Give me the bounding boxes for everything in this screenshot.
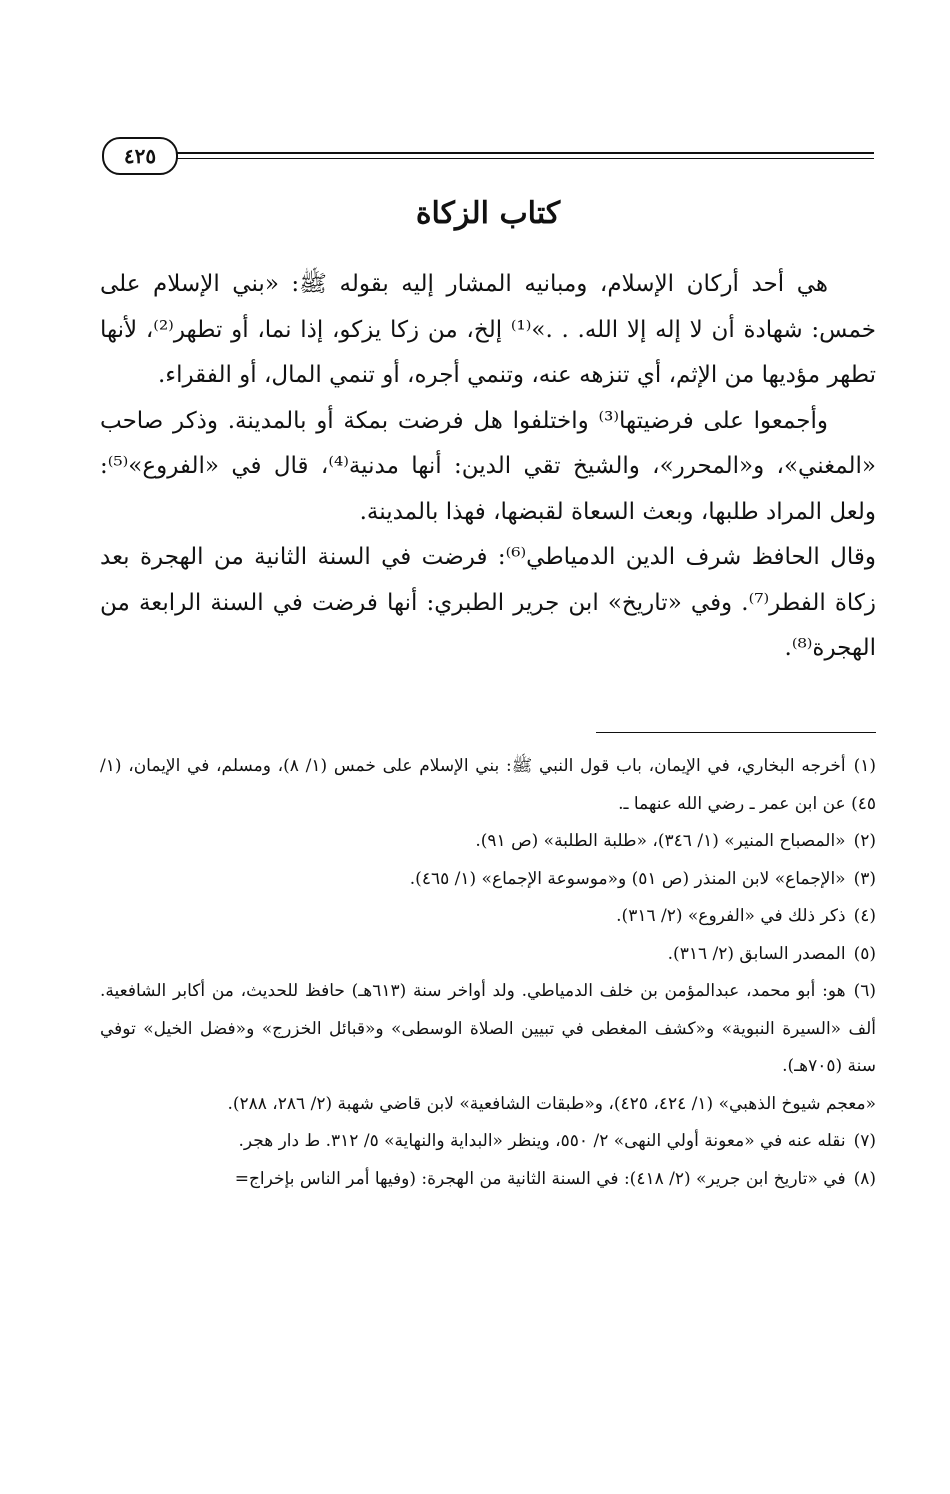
footnote-continuation xyxy=(100,1086,876,1124)
footnote-number: (٧) xyxy=(853,1131,876,1151)
footnote-text: «الإجماع» لابن المنذر (ص ٥١) و«موسوعة الإجماع» (١/ ٤٦٥). xyxy=(409,868,846,889)
footnote-number: (٢) xyxy=(853,831,876,851)
footnote xyxy=(100,1123,876,1161)
footnote xyxy=(100,861,876,899)
footnote-number: (٣) xyxy=(853,868,876,889)
footnote xyxy=(100,823,876,861)
page-number: ٤٢٥ xyxy=(102,137,178,175)
footnote-number: (١) xyxy=(853,756,876,776)
page-header xyxy=(102,133,874,183)
header-rule-thin xyxy=(174,158,874,159)
footnote xyxy=(100,1161,876,1199)
footnote-text: «المصباح المنير» (١/ ٣٤٦)، «طلبة الطلبة» (ص ٩١). xyxy=(475,831,846,851)
footnote xyxy=(100,748,876,823)
footnote-number: (٤) xyxy=(853,906,876,926)
chapter-title: كتاب الزكاة xyxy=(415,196,561,231)
footnote-text: هو: أبو محمد، عبدالمؤمن بن خلف الدمياطي. ولد أواخر سنة (٦١٣هـ) حافظ للحديث، من أكابر الشافعية. ألف «السيرة النبوية» و«كشف المغطى في تبيين الصلاة الوسطى» و«قبائل الخزرج» و«فضل الخيل» توفي سنة (٧٠٥هـ). xyxy=(100,981,876,1076)
main-text xyxy=(100,262,876,672)
footnote-text: أخرجه البخاري، في الإيمان، باب قول النبي ﷺ: بني الإسلام على خمس (١/ ٨)، ومسلم، في الإيمان، (١/ ٤٥) عن ابن عمر ـ رضي الله عنهما ـ. xyxy=(100,756,876,814)
footnote-text: نقله عنه في «معونة أولي النهى» ٢/ ٥٥٠، وينظر «البداية والنهاية» ٥/ ٣١٢. ط دار هجر. xyxy=(238,1131,846,1151)
footnote-text: «معجم شيوخ الذهبي» (١/ ٤٢٤، ٤٢٥)، و«طبقات الشافعية» لابن قاضي شهبة (٢/ ٢٨٦، ٢٨٨). xyxy=(227,1093,876,1114)
footnote-number: (٦) xyxy=(853,981,876,1001)
footnote xyxy=(100,936,876,974)
footnote-text: في «تاريخ ابن جرير» (٢/ ٤١٨): في السنة الثانية من الهجرة: (وفيها أمر الناس بإخراج= xyxy=(234,1168,846,1189)
footnote-separator xyxy=(596,732,876,733)
footnotes xyxy=(100,748,876,1198)
footnote xyxy=(100,973,876,1086)
paragraph-2: وأجمعوا على فرضيتها⁽³⁾ واختلفوا هل فرضت بمكة أو بالمدينة. وذكر صاحب «المغني»، و«المحرر»، والشيخ تقي الدين: أنها مدنية⁽⁴⁾، قال في «الفروع»⁽⁵⁾: ولعل المراد طلبها، وبعث السعاة لقبضها، فهذا بالمدينة. xyxy=(100,407,876,525)
footnote-text: المصدر السابق (٢/ ٣١٦). xyxy=(667,943,846,964)
paragraph-3: وقال الحافظ شرف الدين الدمياطي⁽⁶⁾: فرضت في السنة الثانية من الهجرة بعد زكاة الفطر⁽⁷⁾. وفي «تاريخ» ابن جرير الطبري: أنها فرضت في السنة الرابعة من الهجرة⁽⁸⁾. xyxy=(100,544,876,661)
header-rule xyxy=(174,152,874,154)
footnote xyxy=(100,898,876,936)
footnote-number: (٥) xyxy=(853,943,876,964)
paragraph-1: هي أحد أركان الإسلام، ومبانيه المشار إليه بقوله ﷺ: «بني الإسلام على خمس: شهادة أن لا إله إلا الله. . .»⁽¹⁾ إلخ، من زكا يزكو، إذا نما، أو تطهر⁽²⁾، لأنها تطهر مؤديها من الإثم، أي تنزهه عنه، وتنمي أجره، أو تنمي المال، أو الفقراء. xyxy=(100,271,876,388)
footnote-text: ذكر ذلك في «الفروع» (٢/ ٣١٦). xyxy=(616,906,846,926)
footnote-number: (٨) xyxy=(853,1168,876,1189)
